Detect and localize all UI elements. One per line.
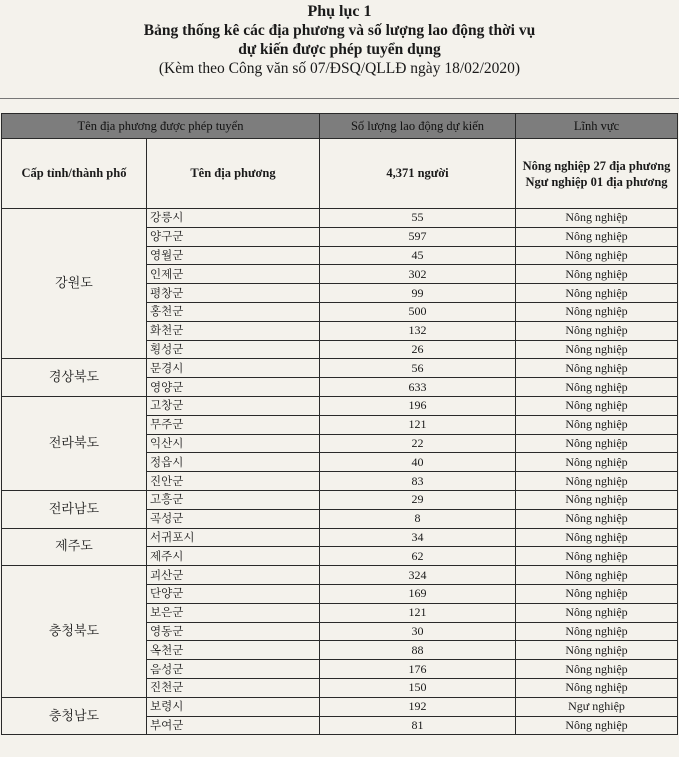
province-cell: 충청북도 [2,566,147,698]
field-cell: Nông nghiệp [516,603,678,622]
locality-cell: 영동군 [147,622,320,641]
province-cell: 전라북도 [2,396,147,490]
field-cell: Nông nghiệp [516,716,678,735]
locality-cell: 보령시 [147,697,320,716]
subheader-province: Cấp tỉnh/thành phố [2,139,147,209]
locality-cell: 고창군 [147,396,320,415]
locality-cell: 영양군 [147,378,320,397]
table-body [2,209,678,735]
field-cell: Nông nghiệp [516,678,678,697]
locality-cell: 진안군 [147,472,320,491]
count-cell: 169 [320,584,516,603]
field-cell: Nông nghiệp [516,227,678,246]
field-cell: Nông nghiệp [516,660,678,679]
field-cell: Nông nghiệp [516,528,678,547]
count-cell: 8 [320,509,516,528]
count-cell: 132 [320,321,516,340]
field-cell: Nông nghiệp [516,547,678,566]
appendix-title: Phụ lục 1 [307,3,372,20]
count-cell: 121 [320,603,516,622]
count-cell: 500 [320,302,516,321]
header-divider [0,98,679,99]
field-cell: Ngư nghiệp [516,697,678,716]
subheader-field-summary: Nông nghiệp 27 địa phương Ngư nghiệp 01 địa phương [516,139,678,209]
locality-cell: 곡성군 [147,509,320,528]
table-title-line-1: Bảng thống kê các địa phương và số lượng lao động thời vụ [143,22,536,39]
header-field: Lĩnh vực [516,114,678,139]
locality-cell: 고흥군 [147,490,320,509]
field-cell: Nông nghiệp [516,509,678,528]
field-cell: Nông nghiệp [516,302,678,321]
field-cell: Nông nghiệp [516,378,678,397]
count-cell: 176 [320,660,516,679]
field-cell: Nông nghiệp [516,265,678,284]
count-cell: 81 [320,716,516,735]
count-cell: 88 [320,641,516,660]
document-header [0,2,679,79]
count-cell: 121 [320,415,516,434]
field-cell: Nông nghiệp [516,359,678,378]
field-cell: Nông nghiệp [516,209,678,228]
field-cell: Nông nghiệp [516,472,678,491]
count-cell: 26 [320,340,516,359]
count-cell: 22 [320,434,516,453]
table-row [2,528,678,547]
locality-cell: 인제군 [147,265,320,284]
province-cell: 강원도 [2,209,147,359]
province-cell: 충청남도 [2,697,147,735]
field-cell: Nông nghiệp [516,246,678,265]
locality-cell: 익산시 [147,434,320,453]
count-cell: 34 [320,528,516,547]
header-region: Tên địa phương được phép tuyển [2,114,320,139]
count-cell: 597 [320,227,516,246]
field-cell: Nông nghiệp [516,641,678,660]
table-row [2,697,678,716]
table-row [2,566,678,585]
count-cell: 29 [320,490,516,509]
locality-cell: 괴산군 [147,566,320,585]
labor-quota-table [1,113,678,735]
count-cell: 56 [320,359,516,378]
table-subheader-row [2,139,678,209]
document-subtitle: (Kèm theo Công văn số 07/ĐSQ/QLLĐ ngày 18/02/2020) [158,60,521,77]
count-cell: 99 [320,284,516,303]
locality-cell: 강릉시 [147,209,320,228]
locality-cell: 무주군 [147,415,320,434]
province-cell: 제주도 [2,528,147,566]
locality-cell: 횡성군 [147,340,320,359]
locality-cell: 서귀포시 [147,528,320,547]
locality-cell: 양구군 [147,227,320,246]
locality-cell: 홍천군 [147,302,320,321]
field-cell: Nông nghiệp [516,396,678,415]
field-cell: Nông nghiệp [516,584,678,603]
table-row [2,396,678,415]
locality-cell: 진천군 [147,678,320,697]
province-cell: 전라남도 [2,490,147,528]
field-cell: Nông nghiệp [516,622,678,641]
locality-cell: 단양군 [147,584,320,603]
subheader-total: 4,371 người [320,139,516,209]
count-cell: 55 [320,209,516,228]
table-row [2,359,678,378]
count-cell: 324 [320,566,516,585]
field-cell: Nông nghiệp [516,284,678,303]
province-cell: 경상북도 [2,359,147,397]
locality-cell: 정읍시 [147,453,320,472]
locality-cell: 문경시 [147,359,320,378]
locality-cell: 평창군 [147,284,320,303]
field-cell: Nông nghiệp [516,566,678,585]
locality-cell: 옥천군 [147,641,320,660]
field-cell: Nông nghiệp [516,415,678,434]
field-cell: Nông nghiệp [516,453,678,472]
field-cell: Nông nghiệp [516,321,678,340]
count-cell: 45 [320,246,516,265]
count-cell: 633 [320,378,516,397]
header-count: Số lượng lao động dự kiến [320,114,516,139]
count-cell: 196 [320,396,516,415]
locality-cell: 보은군 [147,603,320,622]
count-cell: 83 [320,472,516,491]
locality-cell: 음성군 [147,660,320,679]
field-cell: Nông nghiệp [516,490,678,509]
locality-cell: 영월군 [147,246,320,265]
table-row [2,490,678,509]
locality-cell: 부여군 [147,716,320,735]
locality-cell: 제주시 [147,547,320,566]
count-cell: 150 [320,678,516,697]
table-header-row [2,114,678,139]
count-cell: 302 [320,265,516,284]
field-cell: Nông nghiệp [516,434,678,453]
count-cell: 62 [320,547,516,566]
table-title-line-2: dự kiến được phép tuyển dụng [238,41,441,58]
subheader-locality: Tên địa phương [147,139,320,209]
count-cell: 40 [320,453,516,472]
field-cell: Nông nghiệp [516,340,678,359]
count-cell: 192 [320,697,516,716]
locality-cell: 화천군 [147,321,320,340]
table-row [2,209,678,228]
count-cell: 30 [320,622,516,641]
